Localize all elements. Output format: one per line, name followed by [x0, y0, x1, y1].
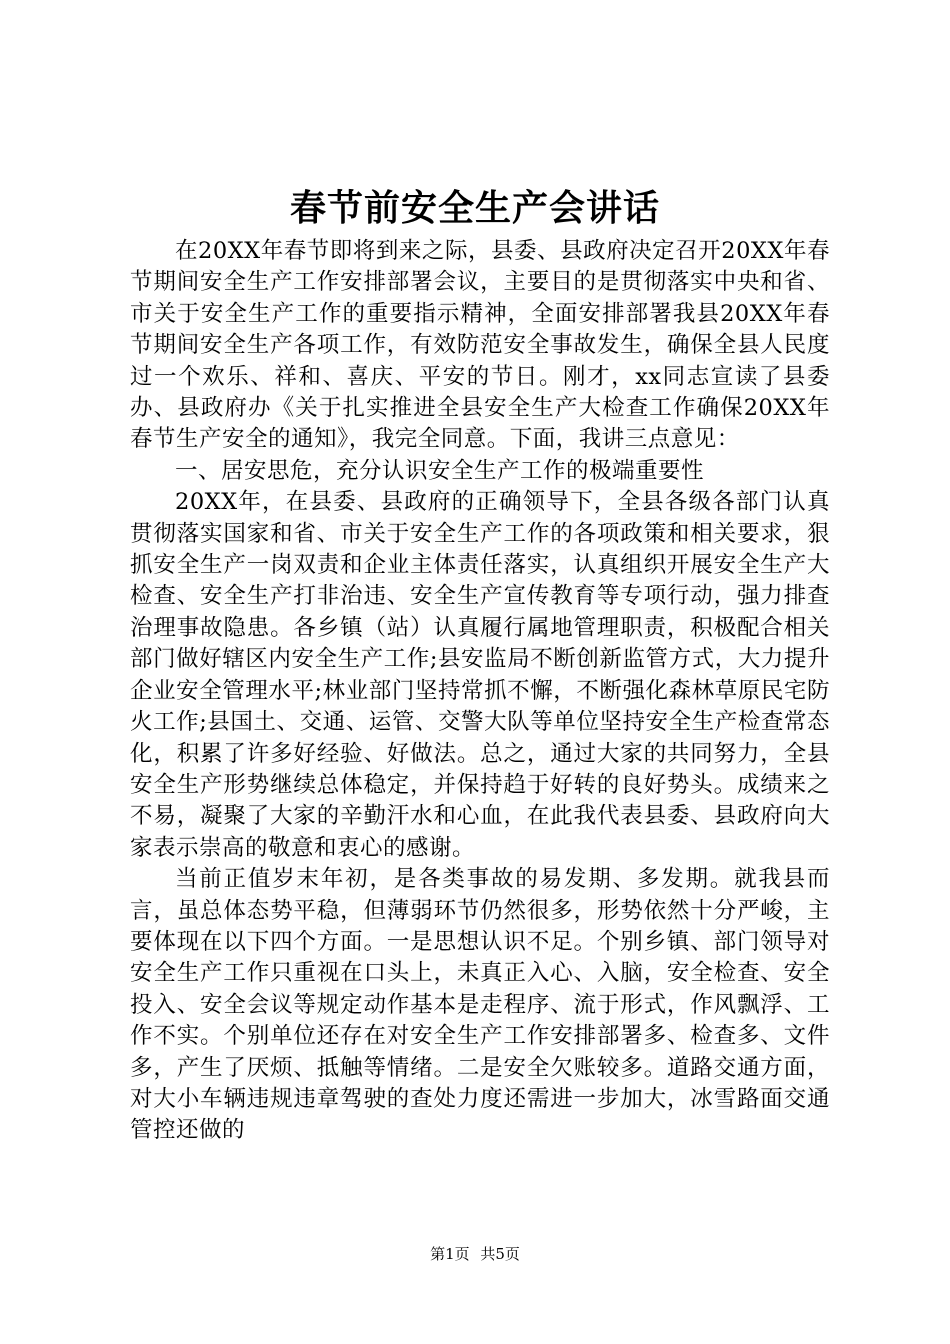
document-title: 春节前安全生产会讲话: [289, 187, 660, 229]
paragraph-current-situation: 当前正值岁末年初，是各类事故的易发期、多发期。就我县而言，虽总体态势平稳，但薄弱环节仍然很多，形势依然十分严峻，主要体现在以下四个方面。一是思想认识不足。个别乡镇、部门领导对安全生产工作只重视在口头上，未真正入心、入脑，安全检查、安全投入、安全会议等规定动作基本是走程序、流于形式，作风飘浮、工作不实。个别单位还存在对安全生产工作安排部署多、检查多、文件多，产生了厌烦、抵触等情绪。二是安全欠账较多。道路交通方面，对大小车辆违规违章驾驶的查处力度还需进一步加大，冰雪路面交通管控还做的: [130, 866, 830, 1144]
page-total: 共5页: [480, 1245, 520, 1263]
paragraph-intro: 在20XX年春节即将到来之际，县委、县政府决定召开20XX年春节期间安全生产工作安排部署会议，主要目的是贯彻落实中央和省、市关于安全生产工作的重要指示精神，全面安排部署我县20XX年春节期间安全生产各项工作，有效防范安全事故发生，确保全县人民度过一个欢乐、祥和、喜庆、平安的节日。刚才，xx同志宣读了县委办、县政府办《关于扎实推进全县安全生产大检查工作确保20XX年春节生产安全的通知》，我完全同意。下面，我讲三点意见：: [130, 238, 830, 453]
page-footer: [0, 1244, 950, 1264]
section-heading-1: 一、居安思危，充分认识安全生产工作的极端重要性: [175, 457, 705, 484]
page-number: 第1页: [430, 1245, 470, 1263]
paragraph-achievements: 20XX年，在县委、县政府的正确领导下，全县各级各部门认真贯彻落实国家和省、市关于安全生产工作的各项政策和相关要求，狠抓安全生产一岗双责和企业主体责任落实，认真组织开展安全生产大检查、安全生产打非治违、安全生产宣传教育等专项行动，强力排查治理事故隐患。各乡镇（站）认真履行属地管理职责，积极配合相关部门做好辖区内安全生产工作;县安监局不断创新监管方式，大力提升企业安全管理水平;林业部门坚持常抓不懈，不断强化森林草原民宅防火工作;县国土、交通、运管、交警大队等单位坚持安全生产检查常态化，积累了许多好经验、好做法。总之，通过大家的共同努力，全县安全生产形势继续总体稳定，并保持趋于好转的良好势头。成绩来之不易，凝聚了大家的辛勤汗水和心血，在此我代表县委、县政府向大家表示崇高的敬意和衷心的感谢。: [130, 489, 830, 861]
document-body: [130, 236, 830, 1147]
